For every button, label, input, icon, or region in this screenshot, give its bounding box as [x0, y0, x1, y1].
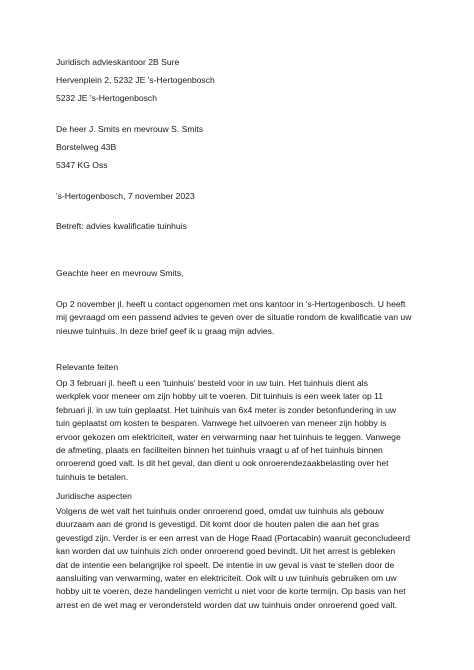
facts-line: tuin geplaatst om kosten te besparen. Vanwege het uitvoeren van meneer zijn hobby is: [56, 418, 387, 429]
facts-heading: Relevante feiten: [56, 362, 119, 372]
sender-address: Hervenplein 2, 5232 JE 's-Hertogenbosch: [56, 75, 215, 85]
subject-line: Betreft: advies kwalificatie tuinhuis: [56, 221, 187, 231]
sender-city: 5232 JE 's-Hertogenbosch: [56, 93, 158, 103]
legal-line: Volgens de wet valt het tuinhuis onder onroerend goed, omdat uw tuinhuis als gebouw: [56, 506, 384, 516]
legal-heading: Juridische aspecten: [56, 491, 132, 501]
facts-line: tuinhuis te betalen.: [56, 471, 129, 482]
legal-line: gevestigd zijn. Verder is er een arrest van de Hoge Raad (Portacabin) waaruit geconcludeerd: [56, 532, 410, 543]
recipient-street: Borstelweg 43B: [56, 142, 117, 152]
recipient-name: De heer J. Smits en mevrouw S. Smits: [56, 124, 204, 134]
facts-line: de afmeting, plaats en faciliteiten binnen het tuinhuis vraagt u af of het tuinhuis binnen: [56, 445, 383, 456]
legal-line: duurzaam aan de grond is gevestigd. Dit komt door de houten palen die aan het gras: [56, 519, 379, 530]
legal-line: dat de intentie een belangrijke rol speelt. De intentie in uw geval is vast te stellen door de: [56, 559, 395, 570]
legal-paragraph: [56, 505, 426, 612]
facts-paragraph: [56, 377, 426, 484]
intro-paragraph: [56, 298, 426, 338]
place-date: 's-Hertogenbosch, 7 november 2023: [56, 191, 195, 201]
facts-line: februari jl. in uw tuin geplaatst. Het tuinhuis van 6x4 meter is zonder betonfundering in uw: [56, 404, 397, 415]
intro-line: nieuwe tuinhuis. In deze brief geef ik u graag mijn advies.: [56, 325, 275, 336]
intro-line: mij gevraagd om een passend advies te geven over de situatie rondom de kwalificatie van uw: [56, 312, 412, 323]
facts-line: ervoor gekozen om elektriciteit, water en verwarming naar het tuinhuis te leggen. Vanwege: [56, 431, 401, 442]
legal-line: kan worden dat uw tuinhuis zich onder onroerend goed bevindt. Uit het arrest is gebleken: [56, 546, 396, 557]
sender-name: Juridisch advieskantoor 2B Sure: [56, 57, 180, 67]
facts-line: werkplek voor meneer om zijn hobby uit te voeren. Dit tuinhuis is een week later op 11: [56, 391, 384, 402]
intro-line: Op 2 november jl. heeft u contact opgenomen met ons kantoor in 's-Hertogenbosch. U heeft: [56, 299, 406, 309]
facts-line: onroerend goed valt. Is dit het geval, dan dient u ook onroerendezaakbelasting over het: [56, 458, 389, 469]
recipient-city: 5347 KG Oss: [56, 160, 108, 170]
legal-line: aansluiting van verwarming, water en elektriciteit. Ook wilt u uw tuinhuis gebruiken om uw: [56, 573, 397, 584]
legal-line: arrest en de wet mag er verondersteld worden dat uw tuinhuis onder onroerend goed valt.: [56, 599, 398, 610]
legal-line: hobby uit te voeren, deze handelingen verricht u niet voor de korte termijn. Op basis van het: [56, 586, 406, 597]
facts-line: Op 3 februari jl. heeft u een 'tuinhuis' besteld voor in uw tuin. Het tuinhuis dient als: [56, 378, 368, 388]
salutation: Geachte heer en mevrouw Smits,: [56, 268, 184, 278]
